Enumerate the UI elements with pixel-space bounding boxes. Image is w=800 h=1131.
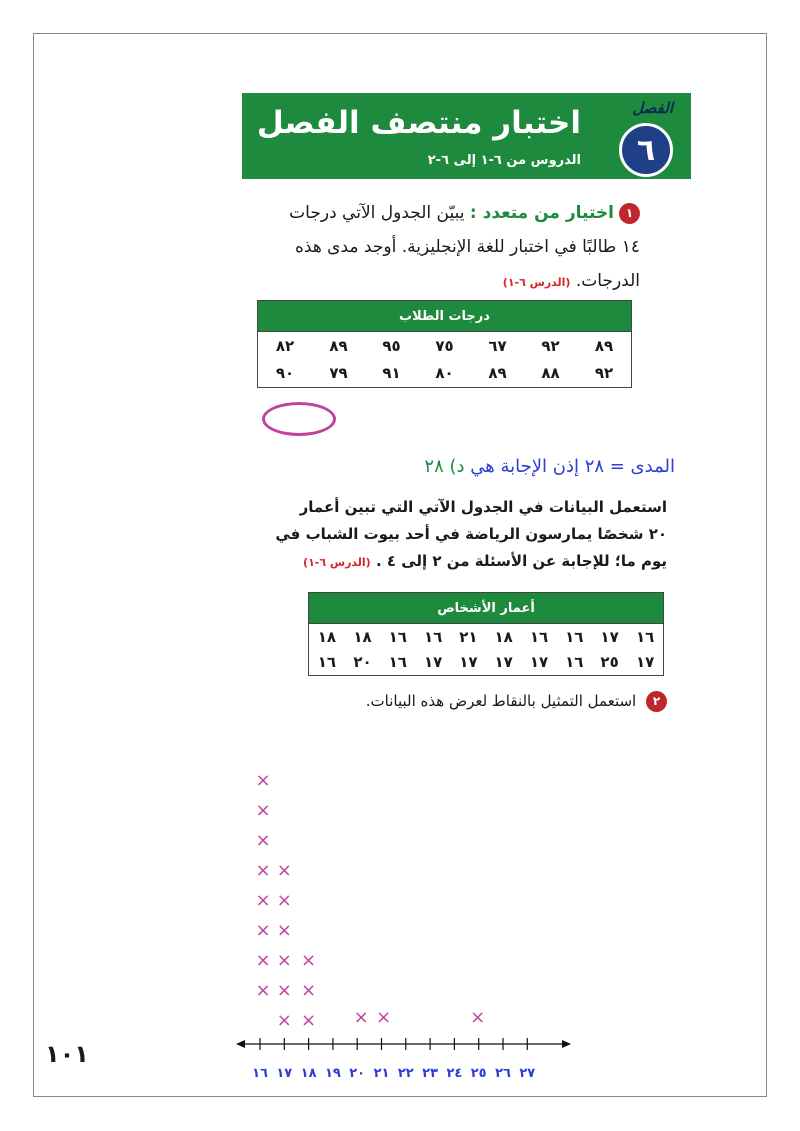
page-title: اختبار منتصف الفصل [256, 105, 581, 141]
table-cell: ١٧ [592, 624, 627, 650]
table-cell: ٩٠ [258, 360, 313, 388]
table-cell: ٩١ [365, 360, 418, 388]
question-number-1: ١ [619, 203, 640, 224]
question-1-line1: يبيّن الجدول الآتي درجات [289, 203, 465, 223]
table-cell: ٨٠ [418, 360, 471, 388]
data-point-x-mark: × [276, 920, 292, 941]
table-cell: ١٨ [486, 624, 521, 650]
data-point-x-mark: × [276, 980, 292, 1001]
table-cell: ٢١ [451, 624, 486, 650]
table-cell: ٢٥ [592, 650, 627, 676]
data-point-x-mark: × [255, 830, 271, 851]
table-cell: ١٧ [521, 650, 556, 676]
data-point-x-mark: × [255, 950, 271, 971]
data-point-x-mark: × [255, 890, 271, 911]
tick-label: ١٩ [324, 1066, 341, 1081]
question-number-2: ٢ [646, 691, 667, 712]
table-cell: ١٧ [415, 650, 450, 676]
data-point-x-mark: × [276, 1010, 292, 1031]
table-cell: ٨٢ [258, 332, 313, 360]
data-point-x-mark: × [276, 890, 292, 911]
data-point-x-mark: × [470, 1007, 486, 1028]
chapter-label: الفصل [632, 99, 673, 117]
data-point-x-mark: × [255, 860, 271, 881]
table-cell: ١٧ [451, 650, 486, 676]
page-number: ١٠١ [45, 1040, 89, 1068]
intro-2-line1: استعمل البيانات في الجدول الآتي التي تبين أعمار [299, 498, 667, 516]
table-cell: ١٦ [557, 650, 592, 676]
data-point-x-mark: × [276, 860, 292, 881]
table-cell: ١٧ [627, 650, 663, 676]
ages-table-header: أعمار الأشخاص [309, 593, 664, 624]
axis-arrow-right [562, 1040, 571, 1048]
table-cell: ٨٨ [524, 360, 577, 388]
table-cell: ٨٩ [471, 360, 524, 388]
data-point-x-mark: × [375, 1007, 392, 1028]
question-1-line3: الدرجات. [575, 271, 640, 291]
chapter-number-badge: ٦ [619, 123, 673, 177]
page-subtitle: الدروس من ٦-١ إلى ٦-٢ [427, 153, 581, 168]
table-cell: ١٨ [345, 624, 380, 650]
data-point-x-mark: × [255, 920, 271, 941]
table-cell: ١٦ [309, 650, 345, 676]
lesson-ref-2: (الدرس ٦-١) [303, 556, 371, 569]
data-point-x-mark: × [255, 980, 271, 1001]
tick-label: ٢٣ [422, 1066, 439, 1081]
tick-label: ٢٢ [397, 1066, 414, 1081]
intro-2-line3: يوم ما؛ للإجابة عن الأسئلة من ٢ إلى ٤ . [375, 552, 667, 570]
tick-label: ١٦ [252, 1066, 268, 1081]
question-type: اختيار من متعدد : [469, 203, 614, 223]
table-cell: ٨٩ [577, 332, 631, 360]
table-cell: ٧٩ [312, 360, 365, 388]
tick-label: ١٧ [276, 1066, 293, 1081]
question-1-line2: ١٤ طالبًا في اختبار للغة الإنجليزية. أوجد مدى هذه [294, 237, 640, 257]
tick-label: ١٨ [300, 1066, 317, 1081]
table-cell: ٩٢ [577, 360, 631, 388]
intro-2-line2: ٢٠ شخصًا يمارسون الرياضة في أحد بيوت الشباب في [275, 525, 667, 543]
data-point-x-mark: × [301, 980, 317, 1001]
table-cell: ١٦ [521, 624, 556, 650]
data-point-x-mark: × [301, 950, 317, 971]
table-cell: ٦٧ [471, 332, 524, 360]
data-point-x-mark: × [353, 1007, 369, 1028]
tick-label: ٢١ [373, 1066, 390, 1081]
question-2-text: استعمل التمثيل بالنقاط لعرض هذه البيانات. [365, 692, 637, 710]
answer-text: المدى = ٢٨ إذن الإجابة هي [470, 456, 675, 477]
tick-label: ٢٧ [519, 1066, 536, 1081]
lesson-ref-1: (الدرس ٦-١) [502, 276, 571, 289]
data-point-x-mark: × [276, 950, 292, 971]
table-cell: ١٨ [309, 624, 345, 650]
tick-label: ٢٠ [349, 1066, 366, 1081]
table-cell: ٨٩ [312, 332, 365, 360]
table-cell: ١٦ [380, 624, 415, 650]
axis-arrow-left [236, 1040, 245, 1048]
tick-label: ٢٦ [495, 1066, 511, 1081]
data-point-x-mark: × [301, 1010, 317, 1031]
tick-label: ٢٥ [470, 1066, 487, 1081]
table-cell: ٧٥ [418, 332, 471, 360]
scores-table-header: درجات الطلاب [258, 301, 632, 332]
table-cell: ٩٥ [365, 332, 418, 360]
table-cell: ١٦ [627, 624, 663, 650]
table-cell: ٢٠ [345, 650, 380, 676]
table-cell: ١٦ [415, 624, 450, 650]
tick-label: ٢٤ [446, 1066, 463, 1081]
answer-choice: د) ٢٨ [424, 456, 465, 477]
data-point-x-mark: × [255, 800, 271, 821]
table-cell: ٩٢ [524, 332, 577, 360]
table-cell: ١٧ [486, 650, 521, 676]
table-cell: ١٦ [557, 624, 592, 650]
data-point-x-mark: × [255, 770, 271, 791]
table-cell: ١٦ [380, 650, 415, 676]
